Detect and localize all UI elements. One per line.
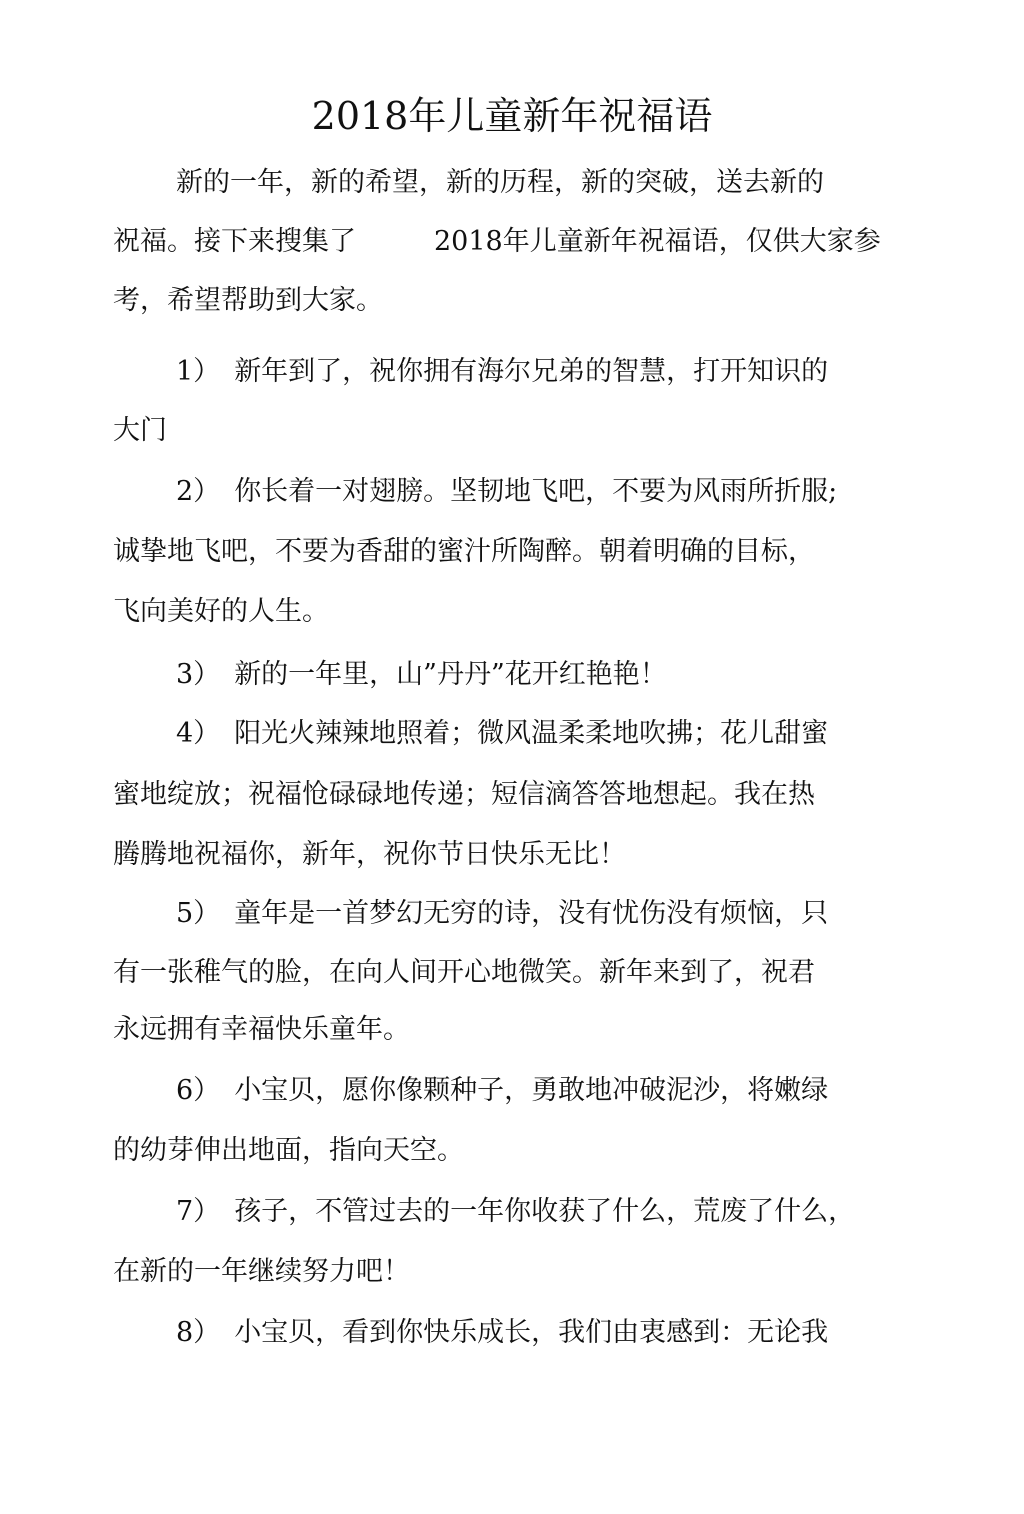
- intro-line-2b: 2018年儿童新年祝福语，仅供大家参: [434, 226, 881, 257]
- item-2-line-2: 诚挚地飞吧，不要为香甜的蜜汁所陶醉。朝着明确的目标，: [113, 536, 815, 567]
- item-5-line-1: [176, 894, 828, 934]
- item-6-line-2: 的幼芽伸出地面，指向天空。: [113, 1135, 464, 1166]
- item-1-line-1: [176, 352, 828, 392]
- item-3-line-1: [176, 655, 667, 695]
- item-4-line-3: 腾腾地祝福你，新年，祝你节日快乐无比！: [113, 839, 626, 870]
- item-7-text-1: 孩子，不管过去的一年你收获了什么，荒废了什么，: [234, 1196, 856, 1227]
- item-1-number: 1）: [176, 356, 221, 387]
- item-2-line-3: 飞向美好的人生。: [113, 596, 329, 627]
- intro-line-2: [113, 222, 881, 262]
- item-5-line-2: 有一张稚气的脸，在向人间开心地微笑。新年来到了，祝君: [113, 957, 815, 988]
- intro-line-3: 考，希望帮助到大家。: [113, 285, 383, 316]
- item-3-text-1: 新的一年里，山”丹丹”花开红艳艳！: [234, 659, 667, 690]
- item-8-line-1: [176, 1313, 828, 1353]
- item-8-text-1: 小宝贝，看到你快乐成长，我们由衷感到：无论我: [234, 1317, 829, 1348]
- item-5-number: 5）: [176, 898, 221, 929]
- intro-line-1: 新的一年，新的希望，新的历程，新的突破，送去新的: [176, 167, 824, 198]
- item-7-line-2: 在新的一年继续努力吧！: [113, 1256, 410, 1287]
- item-5-line-3: 永远拥有幸福快乐童年。: [113, 1014, 410, 1045]
- item-6-line-1: [176, 1071, 828, 1111]
- item-5-text-1: 童年是一首梦幻无穷的诗，没有忧伤没有烦恼，只: [234, 898, 829, 929]
- item-8-number: 8）: [176, 1317, 221, 1348]
- item-1-text-1: 新年到了，祝你拥有海尔兄弟的智慧，打开知识的: [234, 356, 829, 387]
- item-7-line-1: [176, 1192, 855, 1232]
- item-6-number: 6）: [176, 1075, 221, 1106]
- item-6-text-1: 小宝贝，愿你像颗种子，勇敢地冲破泥沙，将嫩绿: [234, 1075, 829, 1106]
- item-2-line-1: [176, 472, 837, 512]
- item-7-number: 7）: [176, 1196, 221, 1227]
- page-title: 2018年儿童新年祝福语: [311, 94, 713, 138]
- intro-line-2a: 祝福。接下来搜集了: [113, 226, 356, 257]
- item-2-number: 2）: [176, 476, 221, 507]
- item-4-number: 4）: [176, 718, 221, 749]
- item-4-line-1: [176, 714, 828, 754]
- item-4-line-2: 蜜地绽放；祝福怆碌碌地传递；短信滴答答地想起。我在热: [113, 779, 815, 810]
- item-2-text-1: 你长着一对翅膀。坚韧地飞吧，不要为风雨所折服;: [234, 476, 838, 507]
- item-1-line-2: 大门: [113, 415, 167, 446]
- item-4-text-1: 阳光火辣辣地照着；微风温柔柔地吹拂；花儿甜蜜: [234, 718, 829, 749]
- item-3-number: 3）: [176, 659, 221, 690]
